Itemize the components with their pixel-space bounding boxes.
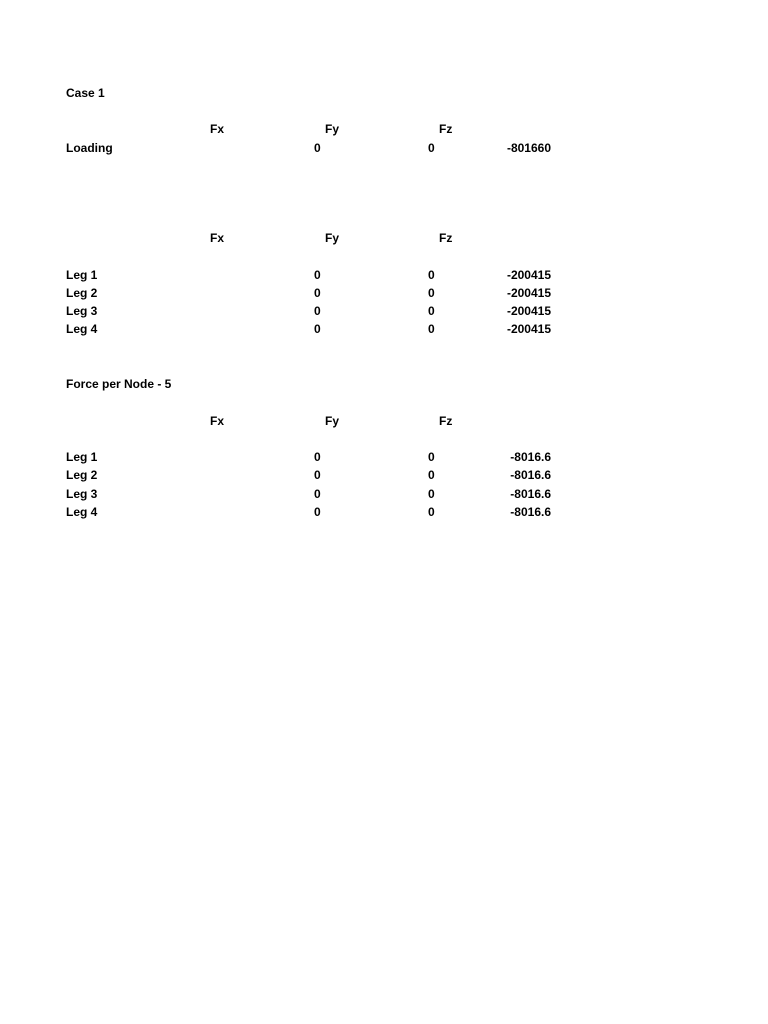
node-fz: -8016.6	[510, 468, 551, 482]
leg-fz: -200415	[506, 304, 551, 318]
node-leg-label: Leg 2	[66, 468, 98, 482]
leg-fz: -200415	[506, 322, 551, 336]
node-fy: 0	[428, 505, 435, 519]
leg-label: Leg 2	[66, 286, 98, 300]
loading-fx: 0	[314, 141, 321, 155]
leg-fx: 0	[314, 304, 321, 318]
header-fx: Fx	[210, 231, 225, 245]
leg-fx: 0	[314, 322, 321, 336]
leg-fz: -200415	[506, 268, 551, 282]
leg-label: Leg 4	[66, 322, 98, 336]
leg-fy: 0	[428, 268, 435, 282]
leg-fy: 0	[428, 304, 435, 318]
node-fy: 0	[428, 450, 435, 464]
leg-fy: 0	[428, 322, 435, 336]
node-fz: -8016.6	[510, 450, 551, 464]
case-title: Case 1	[66, 86, 105, 100]
loading-fz: -801660	[506, 141, 551, 155]
header-fz: Fz	[439, 231, 453, 245]
section-title: Force per Node - 5	[66, 377, 172, 391]
loading-fy: 0	[428, 141, 435, 155]
loading-label: Loading	[66, 141, 113, 155]
node-fz: -8016.6	[510, 487, 551, 501]
node-fx: 0	[314, 487, 321, 501]
header-fy: Fy	[325, 122, 340, 136]
node-fy: 0	[428, 468, 435, 482]
header-fx: Fx	[210, 122, 225, 136]
node-leg-label: Leg 4	[66, 505, 98, 519]
header-fy: Fy	[325, 231, 340, 245]
header-fx: Fx	[210, 414, 225, 428]
leg-fy: 0	[428, 286, 435, 300]
leg-fz: -200415	[506, 286, 551, 300]
header-fz: Fz	[439, 414, 453, 428]
node-fx: 0	[314, 468, 321, 482]
node-fx: 0	[314, 505, 321, 519]
node-leg-label: Leg 1	[66, 450, 98, 464]
node-leg-label: Leg 3	[66, 487, 98, 501]
header-fy: Fy	[325, 414, 340, 428]
header-fz: Fz	[439, 122, 453, 136]
node-fx: 0	[314, 450, 321, 464]
leg-label: Leg 1	[66, 268, 98, 282]
node-fy: 0	[428, 487, 435, 501]
leg-label: Leg 3	[66, 304, 98, 318]
leg-fx: 0	[314, 286, 321, 300]
node-fz: -8016.6	[510, 505, 551, 519]
leg-fx: 0	[314, 268, 321, 282]
